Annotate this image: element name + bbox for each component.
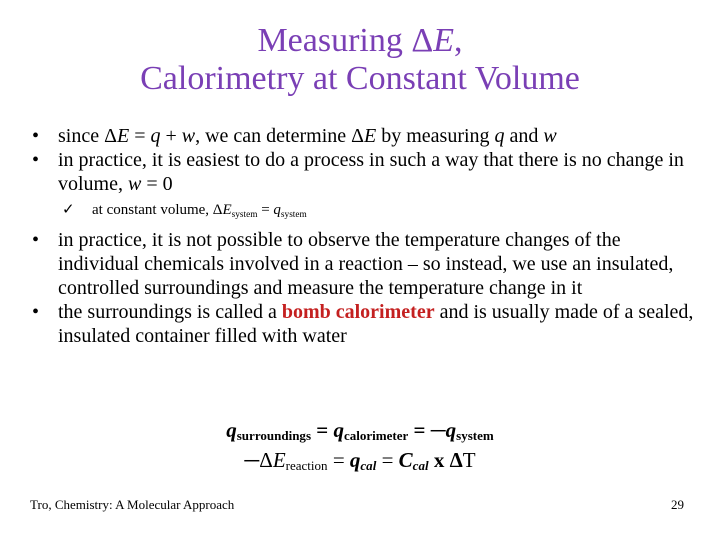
slide-title bbox=[0, 22, 720, 98]
bullet-dot-icon: • bbox=[32, 301, 40, 323]
bullet-item-4: • the surroundings is called a bomb calorimeter and is usually made of a sealed, insulated container filled with water bbox=[32, 301, 694, 347]
checkmark-icon: ✓ bbox=[62, 202, 75, 218]
bullet-dot-icon: • bbox=[32, 149, 40, 171]
page-number: 29 bbox=[671, 497, 684, 512]
bullet-item-2: • in practice, it is easiest to do a process in such a way that there is no change in volume, w = 0 bbox=[32, 149, 684, 195]
bullet-item-1: • since ΔE = q + w, we can determine ΔE by measuring q and w bbox=[32, 125, 557, 147]
equation-heat-balance: $q_{surroundings} = q_{calorimeter}$ = $─q_{system}$ bbox=[226, 418, 494, 443]
bullet-dot-icon: • bbox=[32, 125, 40, 147]
title-line-2: Calorimetry at Constant Volume bbox=[140, 60, 580, 97]
equation-energy-change: $─\Delta E_{reaction} = q_{cal} = C_{cal}$ x ΔT bbox=[244, 448, 476, 473]
bomb-calorimeter-highlight: bomb calorimeter bbox=[281, 301, 435, 323]
bullet-list bbox=[30, 124, 700, 348]
bullet-dot-icon: • bbox=[32, 229, 40, 251]
footer-source: Tro, Chemistry: A Molecular Approach bbox=[30, 497, 235, 512]
title-line-1: Measuring ΔE, bbox=[257, 22, 463, 59]
bullet-item-3: • in practice, it is not possible to observe the temperature changes of the individual chemicals involved in a reaction – so instead, we use an insulated, controlled surroundings and measure the temperature change in it bbox=[32, 229, 674, 299]
sub-bullet-item: ✓ at constant volume, $\Delta E_{system} = q_{system}$ bbox=[62, 202, 307, 220]
